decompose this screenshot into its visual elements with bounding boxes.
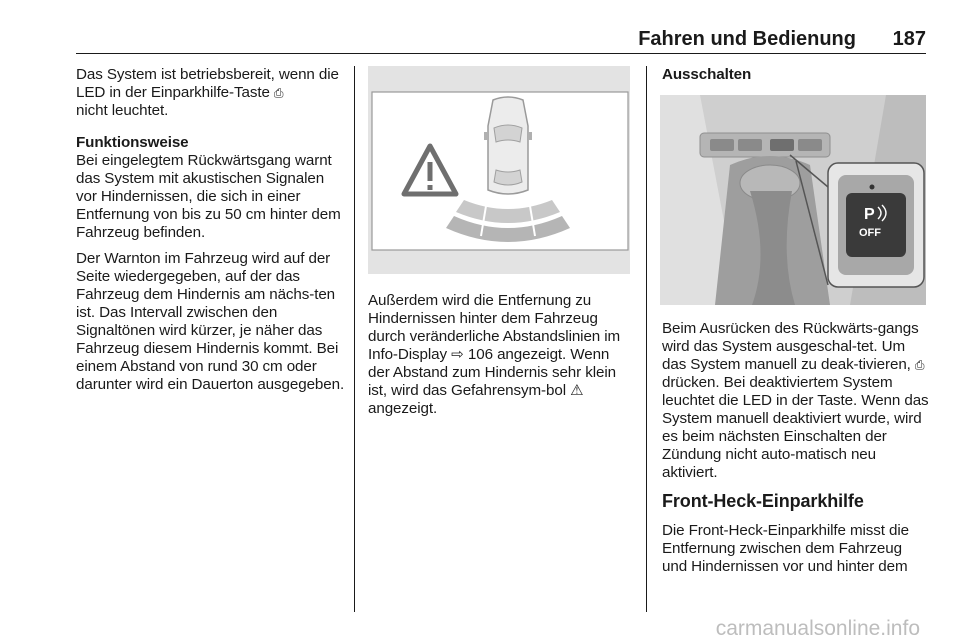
section-function bbox=[76, 134, 346, 242]
paragraph-warning-tone: Der Warnton im Fahrzeug wird auf der Seite wiedergegeben, auf der das Fahrzeug dem Hindernis am nächs-ten ist. Das Intervall zwischen den Signaltönen wird kürzer, je näher das Fahrzeug diesem Hindernis kommt. Bei einem Abstand von rund 30 cm oder darunter wird ein Dauerton ausgegeben. bbox=[76, 250, 345, 393]
car-top-view-icon bbox=[484, 97, 532, 194]
page-reference[interactable]: 106 bbox=[467, 346, 493, 363]
warning-symbol-icon: ⚠ bbox=[570, 382, 584, 399]
paragraph-distance-lines: Außerdem wird die Entfernung zu Hindernissen hinter dem Fahrzeug durch veränderliche Abstandslinien im Info-Display ⇨ 106 angezeigt. Wenn der Abstand zum Hindernis sehr klein ist, wird das Gefahrensym-bol ⚠ angezeigt. bbox=[368, 292, 621, 417]
column-1 bbox=[76, 66, 346, 402]
page-number: 187 bbox=[892, 28, 926, 50]
column-3-text bbox=[662, 320, 930, 584]
button-label-p: P bbox=[864, 206, 875, 223]
park-assist-off-button bbox=[846, 193, 906, 257]
section-heading-function: Funktionsweise bbox=[76, 134, 189, 151]
column-divider-1 bbox=[354, 66, 355, 612]
watermark: carmanualsonline.info bbox=[715, 617, 920, 640]
header-divider bbox=[76, 53, 926, 54]
section-heading-off: Ausschalten bbox=[662, 66, 752, 83]
page-header bbox=[76, 28, 926, 54]
column-3 bbox=[662, 66, 928, 84]
paragraph-deactivate: Beim Ausrücken des Rückwärts-gangs wird das System ausgeschal-tet. Um das System manuell zu deak-tivieren, ⎙ drücken. Bei deaktiviertem System leuchtet die LED in der Taste. Wenn das System manuell deaktiviert wurde, wird es beim nächsten Einschalten der Zündung nicht auto-matisch neu aktiviert. bbox=[662, 320, 929, 481]
paragraph-reverse-gear: Bei eingelegtem Rückwärtsgang warnt das System mit akustischen Signalen vor Hindernissen, die sich in einer Entfernung von bis zu 50 cm hinter dem Fahrzeug befinden. bbox=[76, 152, 341, 241]
console-photo bbox=[660, 95, 926, 305]
section-heading-front-rear: Front-Heck-Einparkhilfe bbox=[662, 491, 864, 511]
page-title: Fahren und Bedienung bbox=[638, 28, 856, 50]
paragraph-ready: Das System ist betriebsbereit, wenn die LED in der Einparkhilfe-Taste ⎙ nicht leuchtet. bbox=[76, 66, 339, 119]
page-reference-arrow-icon: ⇨ bbox=[451, 346, 464, 363]
column-divider-2 bbox=[646, 66, 647, 612]
button-label-off: OFF bbox=[859, 227, 881, 239]
park-assist-button-icon: ⎙ bbox=[273, 86, 284, 100]
paragraph-front-rear: Die Front-Heck-Einparkhilfe misst die Entfernung zwischen dem Fahrzeug und Hindernissen vor und hinter dem bbox=[662, 522, 909, 575]
column-2 bbox=[368, 292, 634, 426]
park-assist-button-icon: ⎙ bbox=[914, 358, 925, 372]
parking-sensor-diagram bbox=[368, 66, 630, 274]
